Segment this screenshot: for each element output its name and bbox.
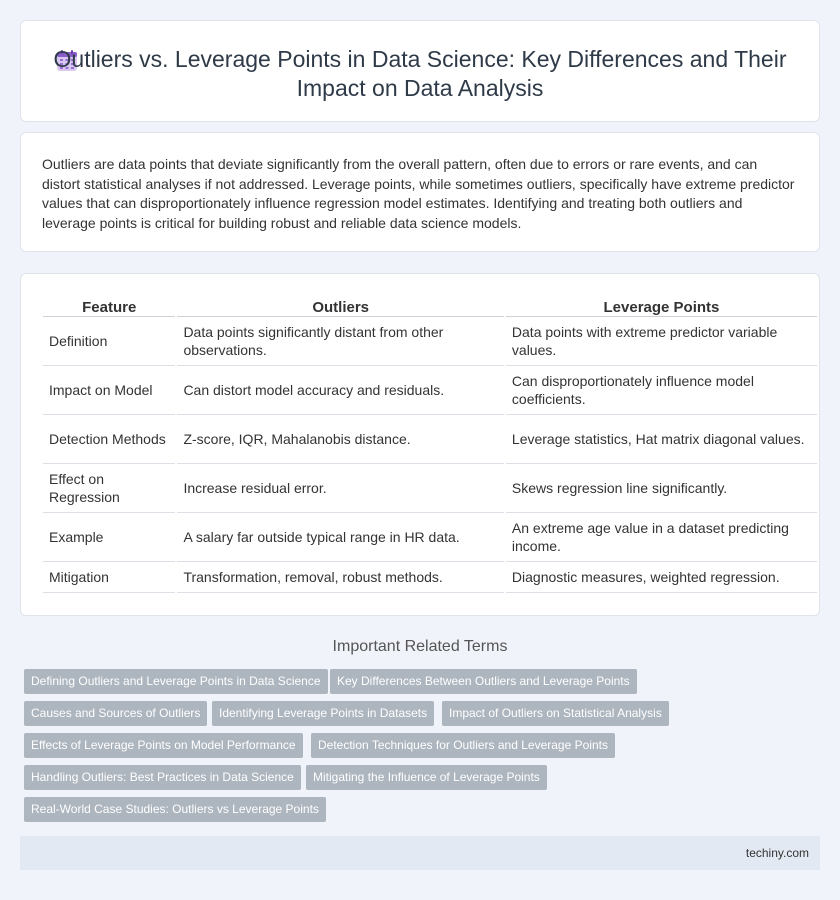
- footer: [20, 836, 820, 870]
- table-cell-feature: Detection Methods: [43, 415, 175, 464]
- related-term-tag[interactable]: Detection Techniques for Outliers and Leverage Points: [311, 733, 615, 758]
- table-row: [43, 415, 817, 464]
- table-cell-outliers: Increase residual error.: [177, 464, 503, 513]
- intro-paragraph: Outliers are data points that deviate significantly from the overall pattern, often due to errors or rare events, and can distort statistical analyses if not addressed. Leverage points, while sometimes outliers, specifically have extreme predictor values that can disproportionately influence regression model estimates. Identifying and treating both outliers and leverage points is critical for building robust and reliable data science models.: [42, 156, 795, 231]
- table-cell-leverage: An extreme age value in a dataset predicting income.: [506, 513, 817, 562]
- table-cell-leverage: Data points with extreme predictor variable values.: [506, 317, 817, 366]
- table-cell-outliers: Z-score, IQR, Mahalanobis distance.: [177, 415, 503, 464]
- table-cell-outliers: Transformation, removal, robust methods.: [177, 562, 503, 593]
- column-header-outliers: Outliers: [177, 296, 503, 317]
- table-cell-leverage: Leverage statistics, Hat matrix diagonal values.: [506, 415, 817, 464]
- table-cell-feature: Example: [43, 513, 175, 562]
- table-header-row: [43, 296, 817, 317]
- table-cell-leverage: Diagnostic measures, weighted regression.: [506, 562, 817, 593]
- table-cell-feature: Impact on Model: [43, 366, 175, 415]
- table-cell-feature: Definition: [43, 317, 175, 366]
- related-term-tag[interactable]: Identifying Leverage Points in Datasets: [212, 701, 434, 726]
- comparison-table: [41, 296, 819, 593]
- intro-card: [20, 132, 820, 252]
- related-term-tag[interactable]: Key Differences Between Outliers and Leverage Points: [330, 669, 637, 694]
- related-term-tag[interactable]: Impact of Outliers on Statistical Analysis: [442, 701, 669, 726]
- table-cell-outliers: Can distort model accuracy and residuals.: [177, 366, 503, 415]
- table-cell-leverage: Skews regression line significantly.: [506, 464, 817, 513]
- table-row: [43, 562, 817, 593]
- related-term-tag[interactable]: Causes and Sources of Outliers: [24, 701, 207, 726]
- column-header-leverage-points: Leverage Points: [506, 296, 817, 317]
- footer-site-name[interactable]: techiny.com: [745, 846, 809, 860]
- header-card: [20, 20, 820, 122]
- comparison-table-card: [20, 273, 820, 616]
- related-term-tag[interactable]: Mitigating the Influence of Leverage Points: [306, 765, 547, 790]
- table-row: [43, 513, 817, 562]
- related-term-tag[interactable]: Handling Outliers: Best Practices in Data Science: [24, 765, 301, 790]
- table-cell-feature: Mitigation: [43, 562, 175, 593]
- table-cell-outliers: A salary far outside typical range in HR data.: [177, 513, 503, 562]
- related-term-tag[interactable]: Defining Outliers and Leverage Points in Data Science: [24, 669, 328, 694]
- column-header-feature: Feature: [43, 296, 175, 317]
- table-row: [43, 366, 817, 415]
- related-terms-heading: Important Related Terms: [332, 638, 508, 655]
- table-row: [43, 317, 817, 366]
- table-cell-feature: Effect on Regression: [43, 464, 175, 513]
- related-term-tag[interactable]: Effects of Leverage Points on Model Performance: [24, 733, 303, 758]
- related-term-tag[interactable]: Real-World Case Studies: Outliers vs Leverage Points: [24, 797, 326, 822]
- page-title: Outliers vs. Leverage Points in Data Science: Key Differences and Their Impact on Data Analysis: [53, 46, 787, 101]
- table-row: [43, 464, 817, 513]
- table-cell-outliers: Data points significantly distant from other observations.: [177, 317, 503, 366]
- table-cell-leverage: Can disproportionately influence model coefficients.: [506, 366, 817, 415]
